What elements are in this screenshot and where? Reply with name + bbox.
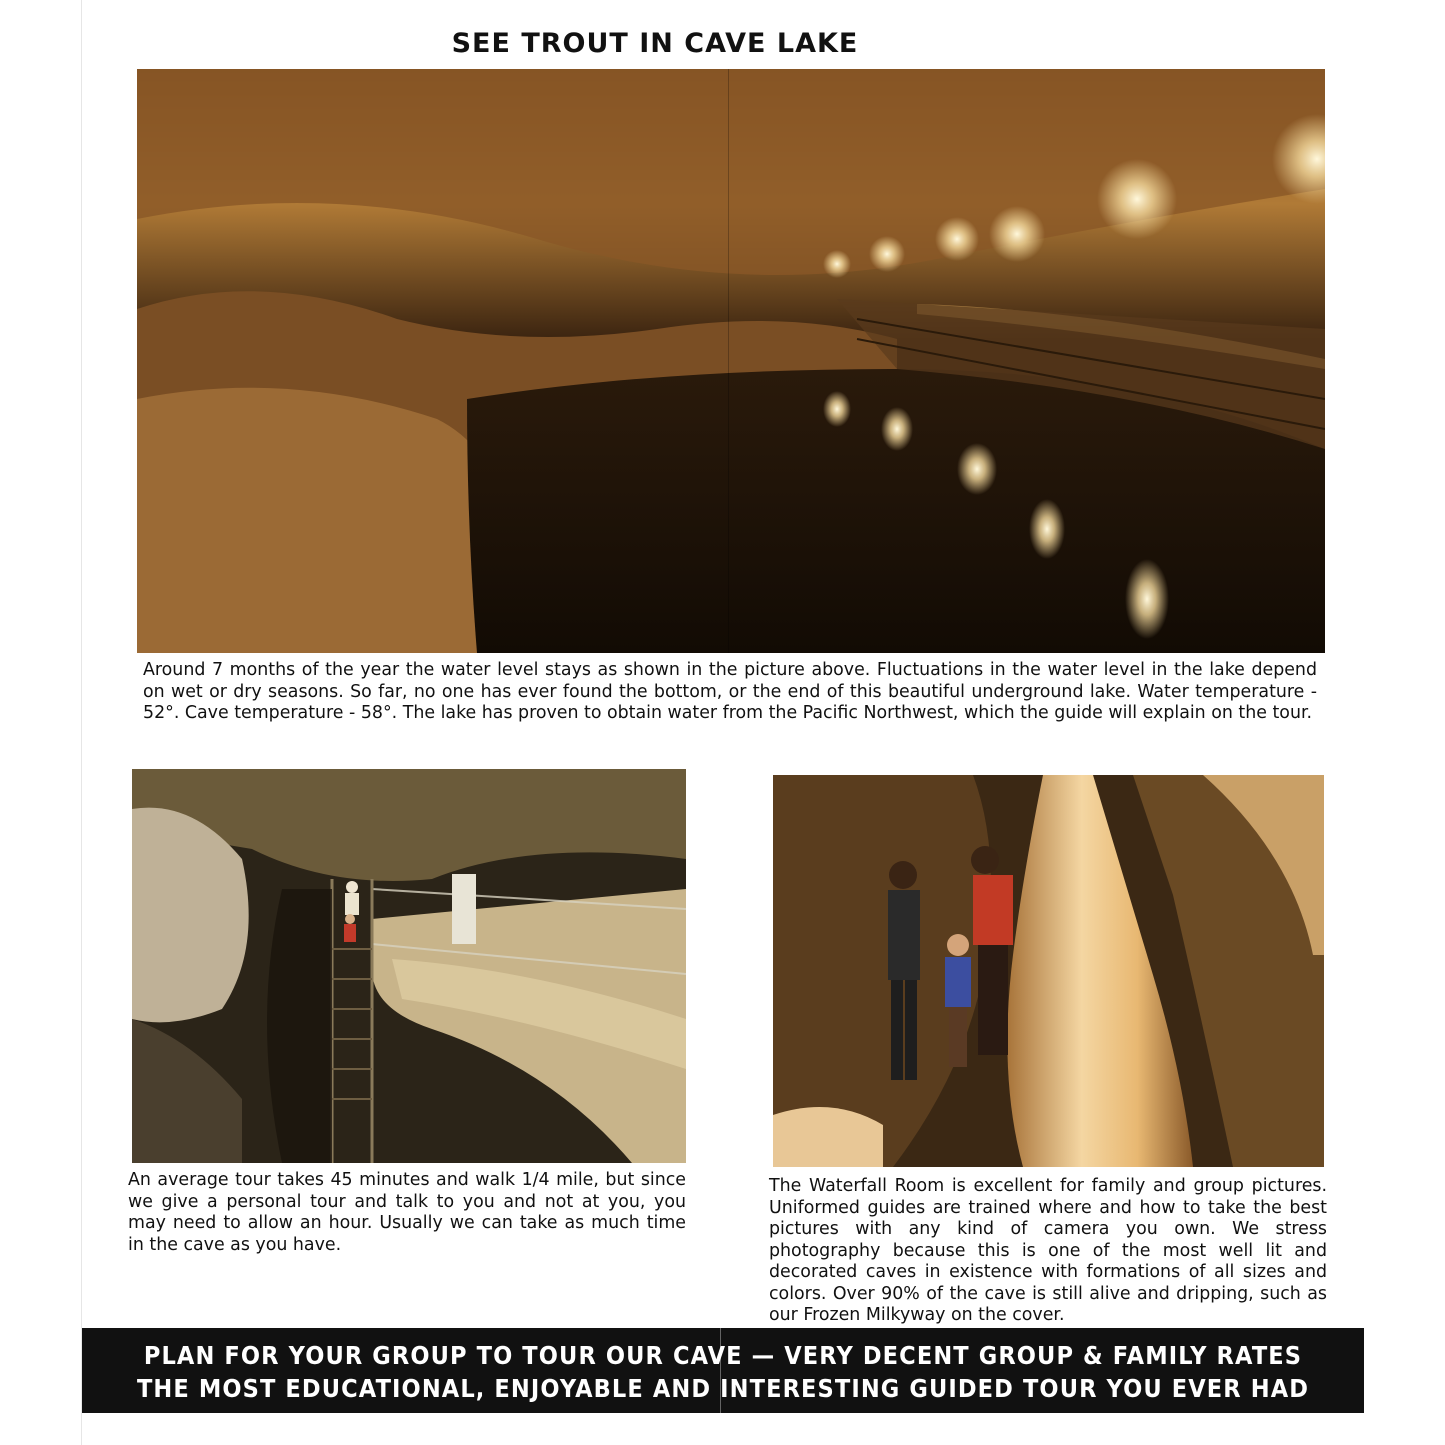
tour-caption: An average tour takes 45 minutes and walk 1/4 mile, but since we give a personal tour and talk to you and not at you, you may need to allow an hour. Usually we can take as much time in the cave as you have. xyxy=(128,1170,686,1255)
waterfall-room-photo xyxy=(773,775,1324,1167)
banner-line-2: THE MOST EDUCATIONAL, ENJOYABLE AND INTERESTING GUIDED TOUR YOU EVER HAD xyxy=(136,1374,1310,1403)
cave-lake-photo xyxy=(137,69,1325,653)
banner-line-1: PLAN FOR YOUR GROUP TO TOUR OUR CAVE — VERY DECENT GROUP & FAMILY RATES xyxy=(143,1341,1303,1370)
waterfall-caption: The Waterfall Room is excellent for family and group pictures. Uniformed guides are trained where and how to take the best pictures with any kind of camera you own. We stress photography because this is one of the most well lit and decorated caves in existence with formations of all sizes and colors. Over 90% of the cave is still alive and dripping, such as our Frozen Milkyway on the cover. xyxy=(769,1176,1327,1325)
banner-fold-line xyxy=(720,1328,721,1413)
promo-banner xyxy=(82,1328,1364,1413)
lake-caption: Around 7 months of the year the water level stays as shown in the picture above. Fluctuations in the water level in the lake depend on wet or dry seasons. So far, no one has ever found the bottom, or the end of this beautiful underground lake. Water temperature - 52°. Cave temperature - 58°. The lake has proven to obtain water from the Pacific Northwest, which the guide will explain on the tour. xyxy=(143,660,1317,723)
page-title: SEE TROUT IN CAVE LAKE xyxy=(451,28,859,59)
stairway-photo xyxy=(132,769,686,1163)
fold-line xyxy=(728,69,729,653)
